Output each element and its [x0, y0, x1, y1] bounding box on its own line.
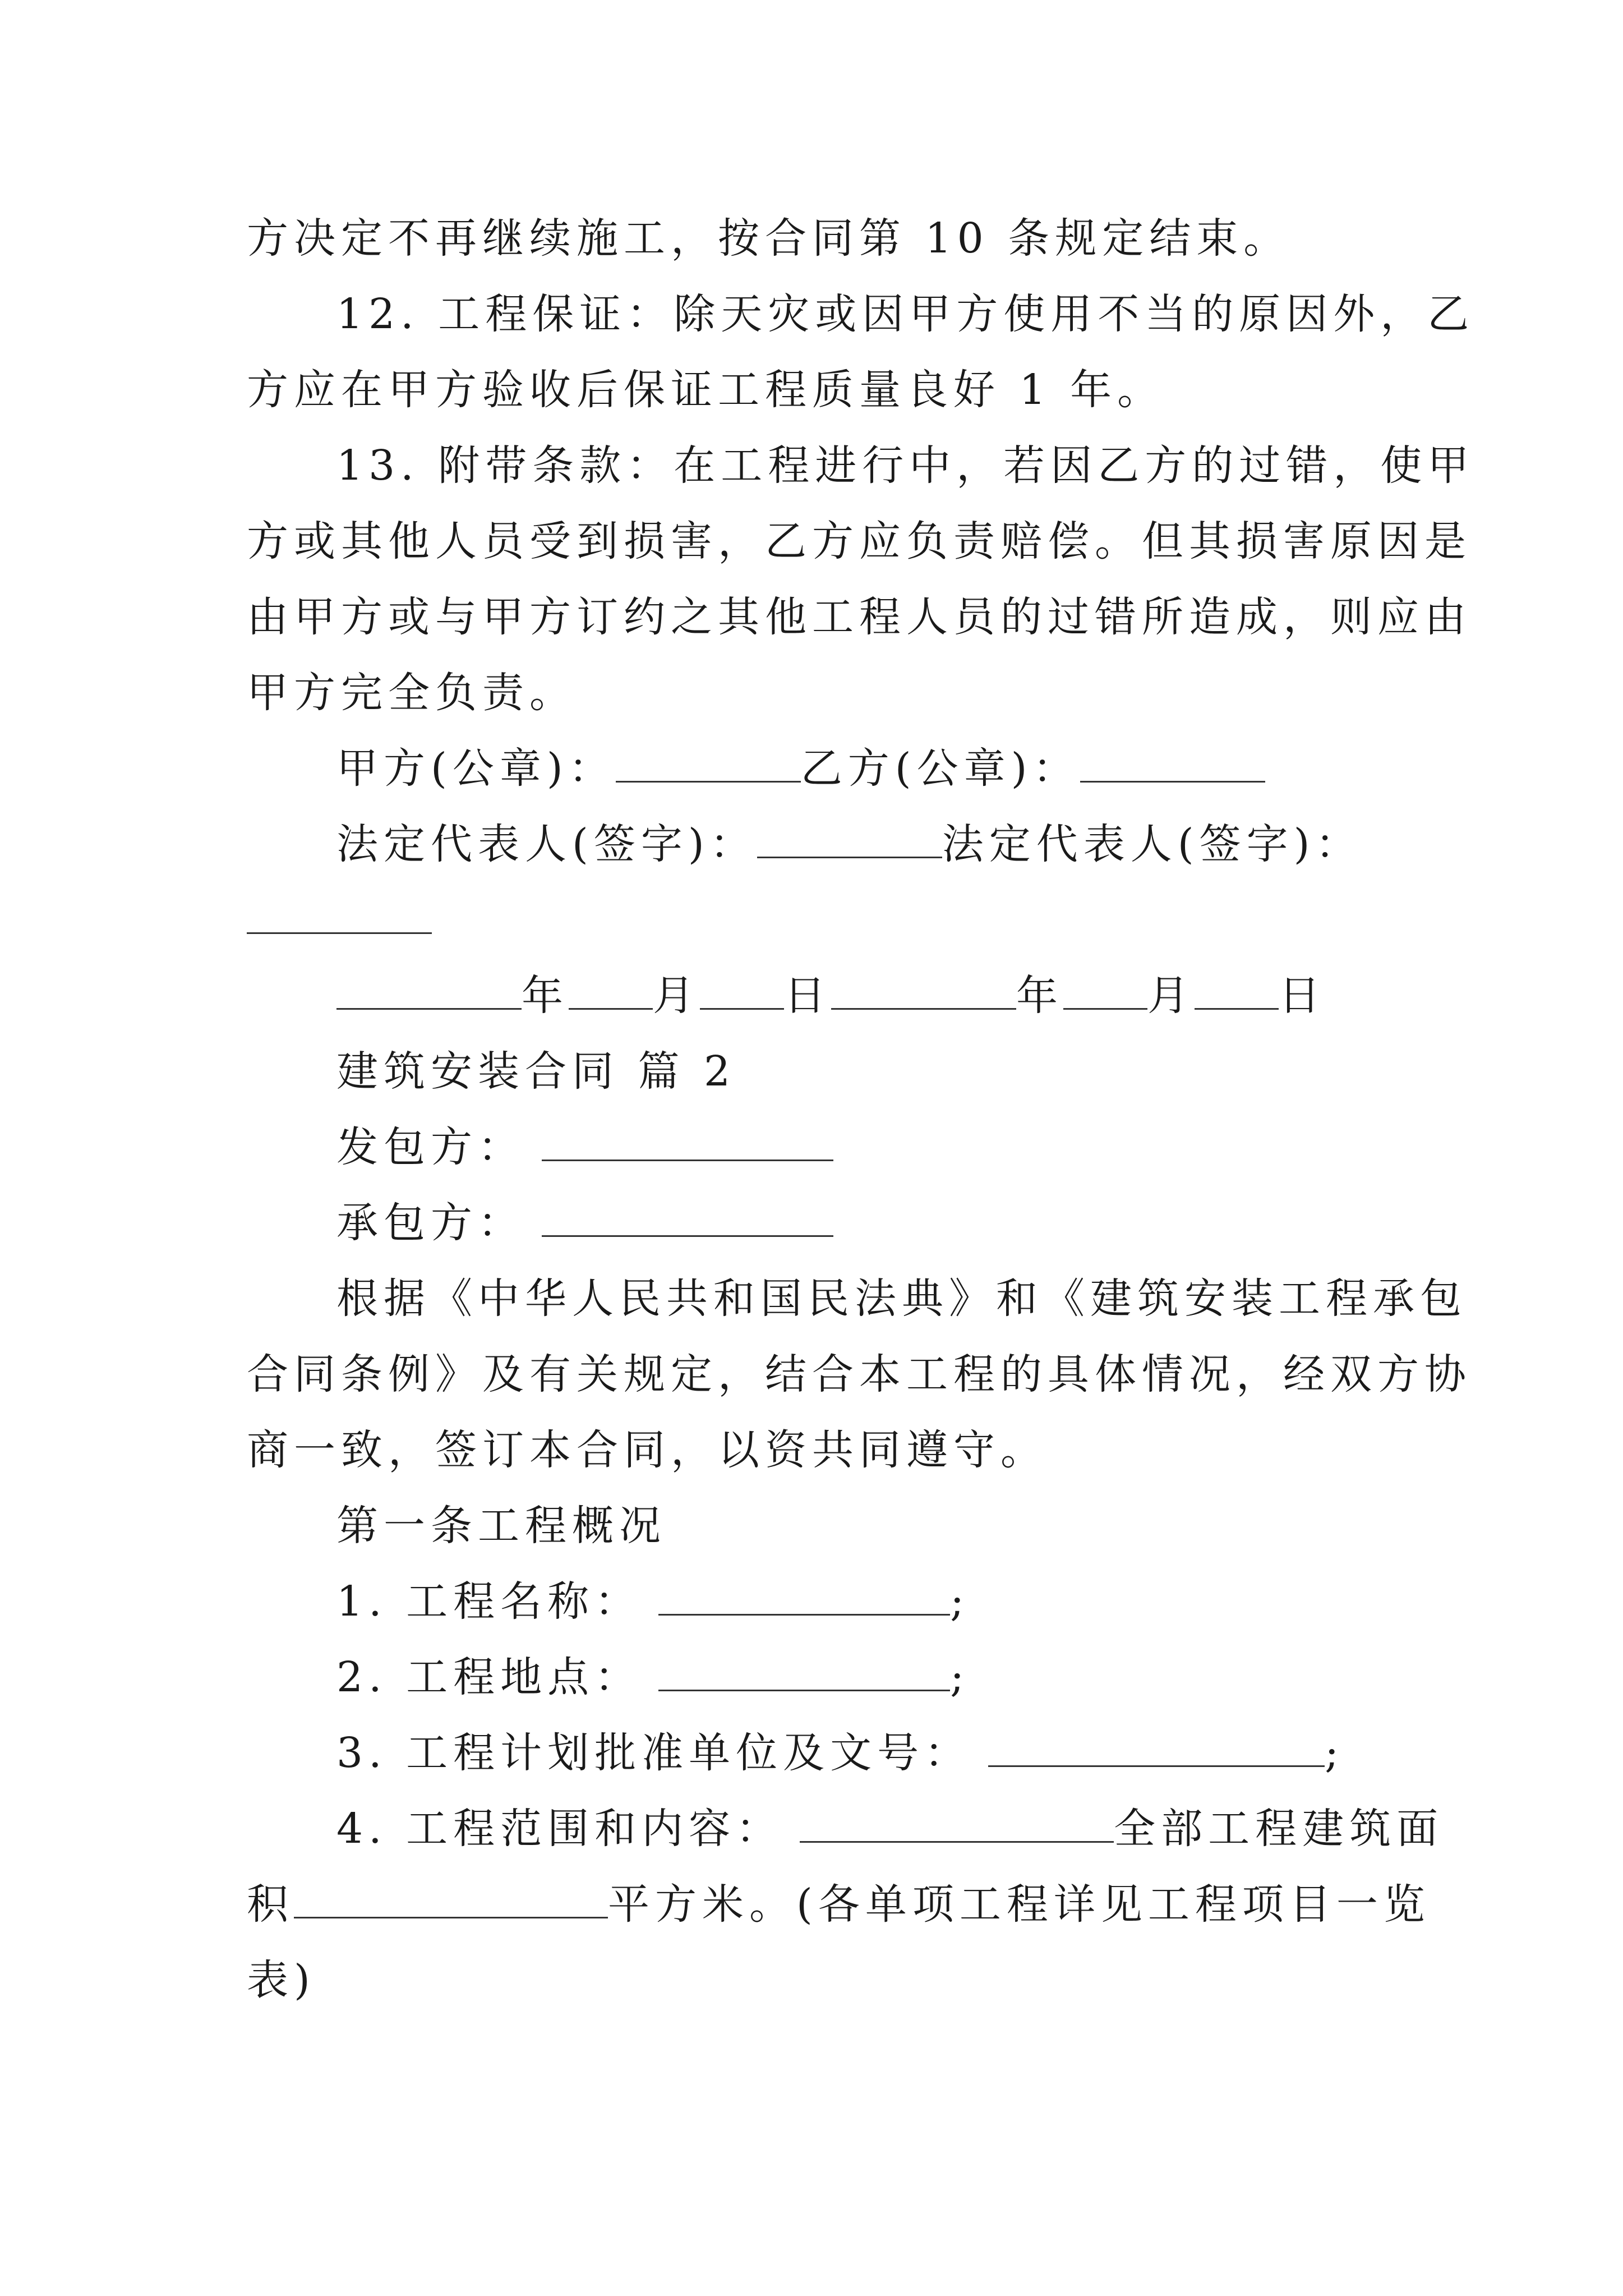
item-1-line: [336, 1573, 1374, 1630]
contractor-label: 承包方：: [336, 1199, 525, 1247]
rep-b-label: 法定代表人(签字)：: [942, 820, 1363, 868]
item-2-line: [336, 1649, 1374, 1705]
year-b-label: 年: [1016, 972, 1063, 1020]
rep-a-label: 法定代表人(签字)：: [336, 820, 757, 868]
paragraph-line: 方或其他人员受到损害，乙方应负责赔偿。但其损害原因是: [247, 517, 1472, 565]
paragraph-line: 商一致，签订本合同，以资共同遵守。: [247, 1426, 1048, 1474]
item-3-semicolon: ;: [1325, 1729, 1345, 1777]
party-a-seal-blank: [616, 742, 801, 783]
article-1-heading: 第一条工程概况: [336, 1502, 666, 1550]
month-a-blank: [569, 969, 653, 1010]
paragraph-line: 方应在甲方验收后保证工程质量良好 1 年。: [247, 366, 1165, 414]
item-4-line-2: [247, 1876, 1431, 1932]
date-line: [336, 968, 1374, 1024]
item-2-label: 2. 工程地点：: [336, 1653, 642, 1701]
seal-line: [336, 740, 1374, 797]
rep-b-blank-line: [247, 892, 1374, 948]
item-3-label: 3. 工程计划批准单位及文号：: [336, 1729, 972, 1777]
clause-13-line: 13. 附带条款：在工程进行中，若因乙方的过错，使甲: [336, 441, 1475, 490]
paragraph-line: 合同条例》及有关规定，结合本工程的具体情况，经双方协: [247, 1350, 1472, 1398]
item-1-semicolon: ;: [950, 1577, 970, 1626]
paragraph-line: 甲方完全负责。: [247, 669, 577, 717]
item-4-area-blank: [294, 1878, 608, 1918]
month-b-blank: [1063, 969, 1147, 1010]
clause-12-line: 12. 工程保证：除天灾或因甲方使用不当的原因外，乙: [336, 290, 1475, 338]
item-2-semicolon: ;: [950, 1653, 970, 1701]
item-4-scope-blank: [800, 1802, 1114, 1843]
contractor-blank: [542, 1196, 833, 1237]
item-2-blank: [658, 1650, 950, 1691]
item-3-line: [336, 1725, 1374, 1781]
day-a-label: 日: [784, 972, 831, 1020]
item-4-area-label: 全部工程建筑面: [1114, 1805, 1444, 1853]
party-b-seal-blank: [1080, 742, 1265, 783]
item-4-area-suffix: 平方米。(各单项工程详见工程项目一览: [608, 1880, 1431, 1929]
year-b-blank: [831, 969, 1016, 1010]
item-1-blank: [658, 1575, 950, 1616]
day-a-blank: [700, 969, 784, 1010]
rep-b-blank: [247, 893, 432, 934]
employer-label: 发包方：: [336, 1123, 525, 1171]
representative-line: [336, 816, 1374, 872]
item-4-line-3: 表): [247, 1956, 316, 2004]
contractor-line: [336, 1195, 1374, 1251]
month-a-label: 月: [653, 972, 700, 1020]
item-4-label: 4. 工程范围和内容：: [336, 1805, 783, 1853]
employer-line: [336, 1119, 1374, 1175]
item-4-area-prefix: 积: [247, 1880, 294, 1929]
day-b-label: 日: [1279, 972, 1326, 1020]
item-4-line: [336, 1801, 1444, 1857]
paragraph-line: 根据《中华人民共和国民法典》和《建筑安装工程承包: [336, 1274, 1467, 1323]
year-a-label: 年: [522, 972, 569, 1020]
paragraph-line: 由甲方或与甲方订约之其他工程人员的过错所造成，则应由: [247, 593, 1472, 641]
day-b-blank: [1195, 969, 1279, 1010]
employer-blank: [542, 1120, 833, 1161]
paragraph-line: 方决定不再继续施工，按合同第 10 条规定结束。: [247, 214, 1291, 263]
section-title: 建筑安装合同 篇 2: [336, 1047, 736, 1096]
year-a-blank: [336, 969, 522, 1010]
party-a-seal-label: 甲方(公章)：: [336, 744, 616, 793]
party-b-seal-label: 乙方(公章)：: [800, 744, 1080, 793]
month-b-label: 月: [1147, 972, 1195, 1020]
item-3-blank: [988, 1726, 1325, 1767]
rep-a-blank: [757, 817, 942, 858]
item-1-label: 1. 工程名称：: [336, 1577, 642, 1626]
